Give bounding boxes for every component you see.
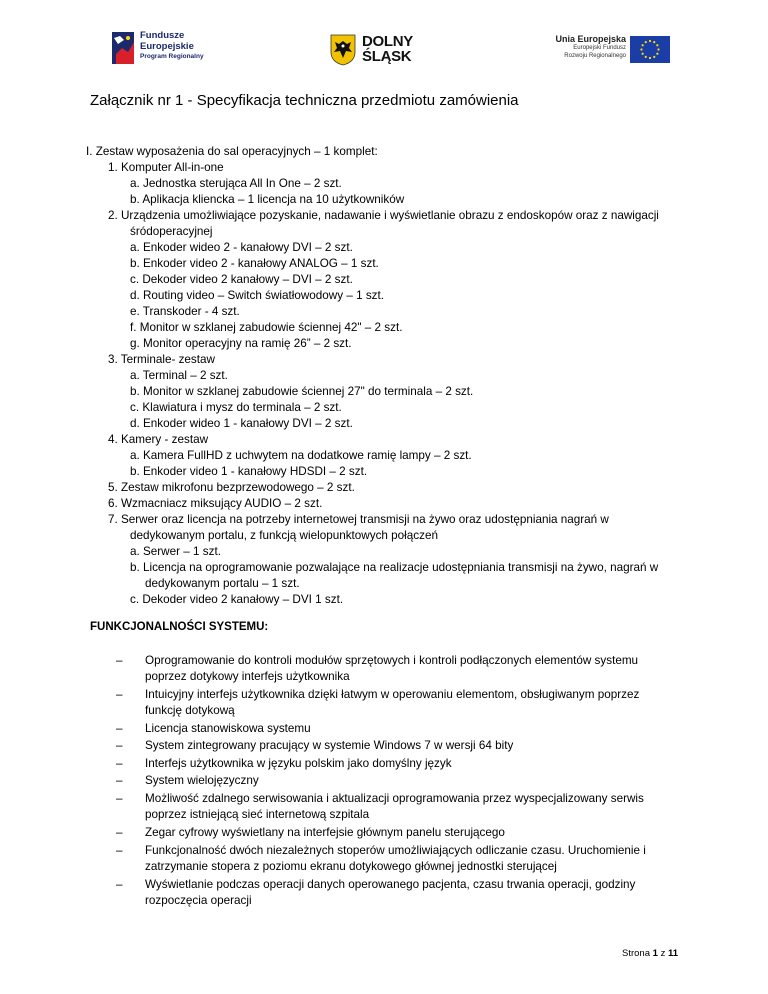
equipment-list-line: c. Dekoder video 2 kanałowy – DVI 1 szt. bbox=[130, 593, 344, 606]
ue-logo-title: Unia Europejska bbox=[555, 34, 626, 44]
equipment-list-line: b. Enkoder video 2 - kanałowy ANALOG – 1 szt. bbox=[130, 257, 379, 270]
equipment-list-line: b. Monitor w szklanej zabudowie ściennej 27" do terminala – 2 szt. bbox=[130, 385, 474, 398]
bullet-dash: – bbox=[116, 739, 123, 752]
equipment-list-line: 1. Komputer All-in-one bbox=[108, 161, 224, 174]
equipment-list-line: f. Monitor w szklanej zabudowie ściennej 42" – 2 szt. bbox=[130, 321, 403, 334]
footer-current-page: 1 bbox=[652, 948, 658, 959]
footer-total-pages: 11 bbox=[667, 948, 678, 959]
equipment-list-line: dedykowanym portalu, z funkcją wielopunktowych połączeń bbox=[130, 529, 438, 542]
eu-star-icon bbox=[657, 48, 659, 50]
eu-flag-icon bbox=[630, 36, 670, 63]
functions-list-line: System wielojęzyczny bbox=[145, 774, 259, 787]
equipment-list-line: a. Jednostka sterująca All In One – 2 szt. bbox=[130, 177, 342, 190]
fe-emblem-icon bbox=[110, 30, 138, 66]
functions-list-line: Intuicyjny interfejs użytkownika dzięki łatwym w operowaniu elementom, obsługiwanym poprzez bbox=[145, 688, 640, 701]
eu-star-icon bbox=[645, 56, 647, 58]
functions-list-line: zatrzymanie stopera z poziomu ekranu dotykowego głównej jednostki sterującej bbox=[145, 860, 557, 873]
equipment-list-line: b. Licencja na oprogramowanie pozwalające na realizacje udostępniania transmisji na żywo, nagrań w bbox=[130, 561, 659, 574]
equipment-list-line: c. Dekoder video 2 kanałowy – DVI – 2 szt. bbox=[130, 273, 353, 286]
ue-logo-sub1: Europejski Fundusz bbox=[573, 45, 626, 51]
eu-star-icon bbox=[640, 48, 642, 50]
functions-list-line: poprzez dotykowy interfejs użytkownika bbox=[145, 670, 350, 683]
equipment-list-line: dedykowanym portalu – 1 szt. bbox=[145, 577, 300, 590]
page-number bbox=[622, 948, 678, 959]
eu-star-icon bbox=[653, 56, 655, 58]
footer-separator: z bbox=[660, 948, 666, 959]
functions-heading: FUNKCJONALNOŚCI SYSTEMU: bbox=[90, 621, 269, 633]
ds-logo-text bbox=[362, 34, 413, 64]
bullet-dash: – bbox=[116, 688, 123, 701]
eagle-coat-of-arms-icon bbox=[330, 34, 356, 66]
equipment-list-line: b. Aplikacja kliencka – 1 licencja na 10 użytkowników bbox=[130, 193, 405, 206]
functions-list-line: Funkcjonalność dwóch niezależnych stoperów umożliwiających odliczanie czasu. Uruchomienie i bbox=[145, 844, 646, 857]
equipment-list-line: a. Kamera FullHD z uchwytem na dodatkowe ramię lampy – 2 szt. bbox=[130, 449, 472, 462]
eu-star-icon bbox=[653, 41, 655, 43]
eu-star-icon bbox=[649, 57, 651, 59]
equipment-list-line: 3. Terminale- zestaw bbox=[108, 353, 215, 366]
equipment-list-line: g. Monitor operacyjny na ramię 26” – 2 szt. bbox=[130, 337, 352, 350]
bullet-dash: – bbox=[116, 722, 123, 735]
functions-list-line: poprzez istniejącą sieć internetową szpitala bbox=[145, 808, 370, 821]
eu-star-icon bbox=[656, 44, 658, 46]
functions-list-line: Możliwość zdalnego serwisowania i aktualizacji oprogramowania przez wyspecjalizowany serwis bbox=[145, 792, 644, 805]
eu-star-icon bbox=[642, 44, 644, 46]
equipment-list-line: c. Klawiatura i mysz do terminala – 2 szt. bbox=[130, 401, 342, 414]
equipment-list-line: e. Transkoder - 4 szt. bbox=[130, 305, 240, 318]
equipment-list-line: 7. Serwer oraz licencja na potrzeby internetowej transmisji na żywo oraz udostępniania nagrań w bbox=[108, 513, 609, 526]
fe-logo-line1: Fundusze bbox=[140, 30, 185, 41]
equipment-list-line: 6. Wzmacniacz miksujący AUDIO – 2 szt. bbox=[108, 497, 323, 510]
functions-list-line: Interfejs użytkownika w języku polskim jako domyślny język bbox=[145, 757, 452, 770]
bullet-dash: – bbox=[116, 826, 123, 839]
ue-logo-sub2: Rozwoju Regionalnego bbox=[564, 52, 626, 59]
functions-list-line: Licencja stanowiskowa systemu bbox=[145, 722, 311, 735]
fe-logo-line2: Europejskie bbox=[140, 40, 194, 52]
functions-list-line: funkcję dotykową bbox=[145, 704, 235, 717]
eu-star-icon bbox=[656, 53, 658, 55]
bullet-dash: – bbox=[116, 792, 123, 805]
fe-logo-text bbox=[140, 31, 204, 63]
equipment-list-line: a. Terminal – 2 szt. bbox=[130, 369, 228, 382]
bullet-dash: – bbox=[116, 654, 123, 667]
equipment-list-line: d. Enkoder wideo 1 - kanałowy DVI – 2 szt. bbox=[130, 417, 353, 430]
ue-logo-text bbox=[545, 34, 626, 60]
equipment-list-line: 4. Kamery - zestaw bbox=[108, 433, 209, 446]
equipment-list-line: b. Enkoder video 1 - kanałowy HDSDI – 2 szt. bbox=[130, 465, 368, 478]
eu-star-icon bbox=[645, 41, 647, 43]
functions-list-line: Oprogramowanie do kontroli modułów sprzętowych i kontroli podłączonych elementów systemu bbox=[145, 654, 639, 667]
page-title: Załącznik nr 1 - Specyfikacja techniczna przedmiotu zamówienia bbox=[90, 92, 519, 109]
eu-star-icon bbox=[642, 53, 644, 55]
equipment-list-line: I. Zestaw wyposażenia do sal operacyjnych – 1 komplet: bbox=[86, 145, 378, 158]
equipment-list-line: 2. Urządzenia umożliwiające pozyskanie, nadawanie i wyświetlanie obrazu z endoskopów oraz z nawigacji bbox=[108, 209, 659, 222]
functions-list-line: Wyświetlanie podczas operacji danych operowanego pacjenta, czasu trwania operacji, godziny bbox=[145, 878, 636, 891]
functions-list-line: System zintegrowany pracujący w systemie Windows 7 w wersji 64 bity bbox=[145, 739, 514, 752]
functions-list-line: Zegar cyfrowy wyświetlany na interfejsie głównym panelu sterującego bbox=[145, 826, 505, 839]
equipment-list-line: a. Enkoder wideo 2 - kanałowy DVI – 2 szt. bbox=[130, 241, 353, 254]
fundusze-europejskie-logo bbox=[110, 28, 220, 68]
fe-logo-line3: Program Regionalny bbox=[140, 53, 204, 60]
equipment-list-line: śródoperacyjnej bbox=[130, 225, 213, 238]
equipment-list-line: 5. Zestaw mikrofonu bezprzewodowego – 2 szt. bbox=[108, 481, 355, 494]
eu-star-icon bbox=[649, 40, 651, 42]
ds-logo-line1: DOLNY bbox=[362, 33, 414, 50]
bullet-dash: – bbox=[116, 774, 123, 787]
ds-logo-line2: ŚLĄSK bbox=[362, 48, 412, 65]
footer-prefix: Strona bbox=[621, 948, 650, 959]
dolny-slask-logo bbox=[330, 32, 422, 68]
bullet-dash: – bbox=[116, 878, 123, 891]
equipment-list-line: a. Serwer – 1 szt. bbox=[130, 545, 221, 558]
bullet-dash: – bbox=[116, 757, 123, 770]
unia-europejska-logo bbox=[545, 34, 670, 66]
functions-list-line: rozpoczęcia operacji bbox=[145, 894, 252, 907]
bullet-dash: – bbox=[116, 844, 123, 857]
equipment-list-line: d. Routing video – Switch światłowodowy – 1 szt. bbox=[130, 289, 385, 302]
